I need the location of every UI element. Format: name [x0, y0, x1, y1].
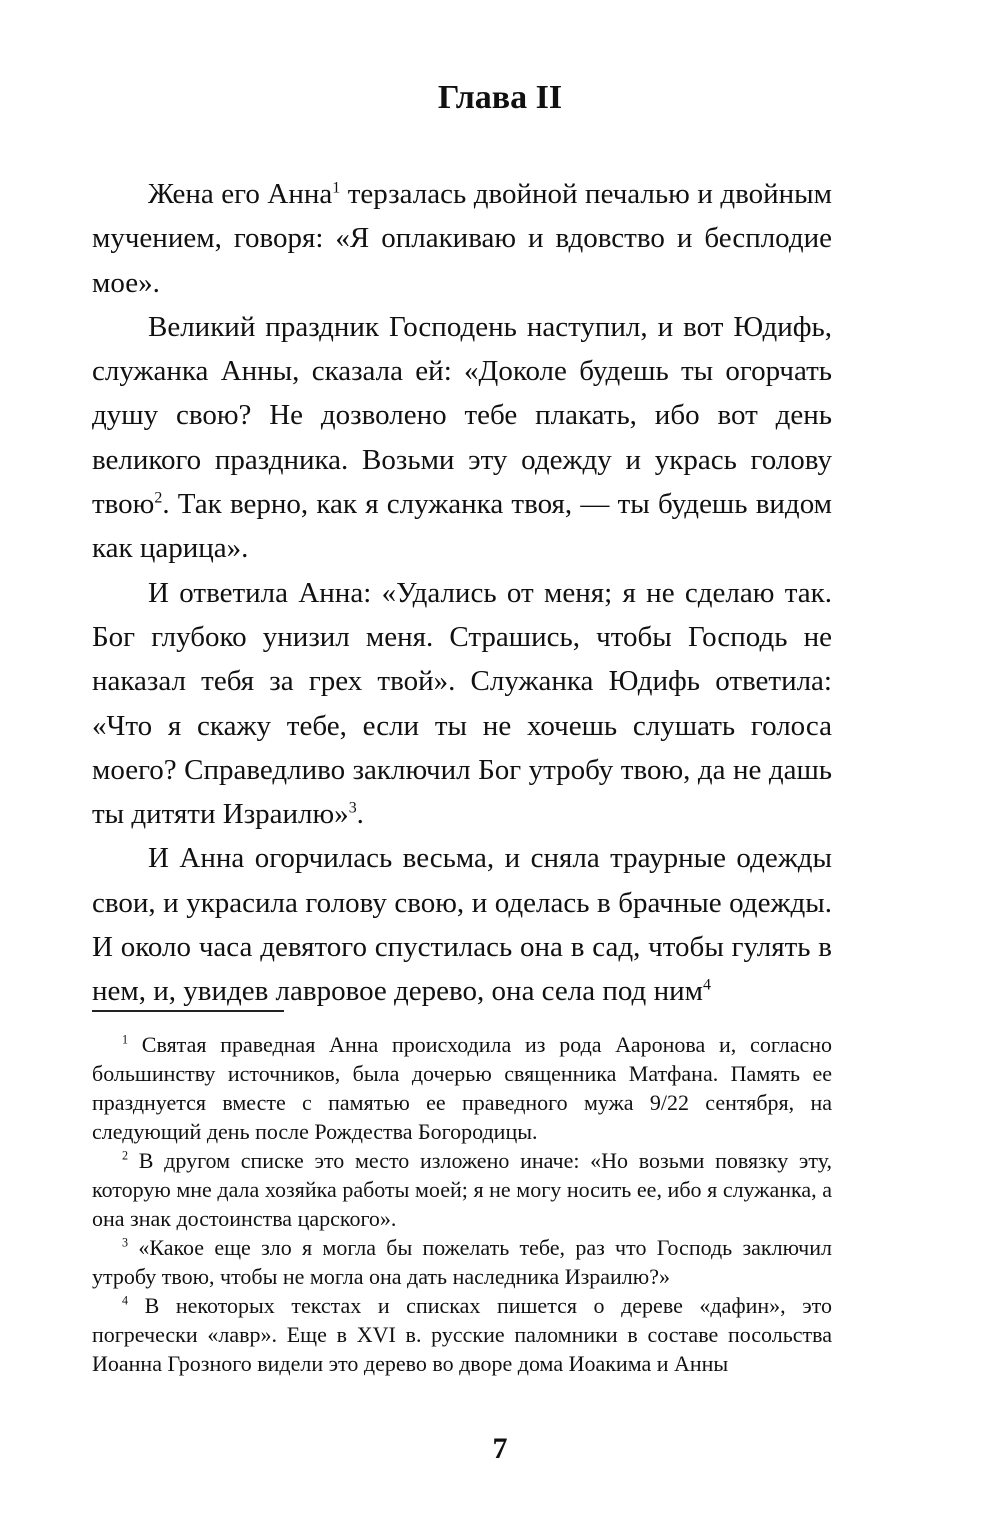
footnote: $^4$ В некоторых текстах и списках пишется о дереве «дафин», это погречески «лавр». Еще в XVI в. русские паломники в составе посольства Иоанна Грозного видели это дерево во дворе дома Иоакима и Анны — [92, 1293, 832, 1376]
footnote: $^1$ Святая праведная Анна происходила из рода Ааронова и, согласно большинству источников, была дочерью священника Матфана. Память ее празднуется вместе с памятью ее праведного мужа 9/22 сентября, на следующий день после Рождества Богородицы. — [92, 1032, 832, 1144]
paragraph: И Анна огорчилась весьма, и сняла траурные одежды свои, и украсила голову свою, и оделась в брачные одежды. И около часа девятого спустилась она в сад, чтобы гулять в нем, и, увидев лавровое дерево, она села под ним$^4$ — [92, 842, 832, 1008]
footnote-number: 1 — [122, 1032, 129, 1047]
footnote-number: 2 — [122, 1148, 129, 1163]
footnote-ref[interactable]: 1 — [332, 179, 341, 197]
footnote-ref[interactable]: 3 — [348, 799, 357, 817]
footnotes — [92, 1030, 832, 1378]
footnote-number: 3 — [122, 1235, 129, 1250]
chapter-title: Глава II — [437, 79, 563, 116]
footnote: $^3$ «Какое еще зло я могла бы пожелать тебе, раз что Господь заключил утробу твою, чтобы не могла она дать наследника Израилю?» — [92, 1235, 832, 1289]
main-text — [92, 172, 832, 1014]
page-number: 7 — [492, 1432, 508, 1465]
paragraph: Великий праздник Господень наступил, и вот Юдифь, служанка Анны, сказала ей: «Доколе будешь ты огорчать душу свою? Не дозволено тебе плакать, ибо вот день великого праздника. Возьми эту одежду и укрась голову твою$^2$. Так верно, как я служанка твоя, — ты будешь видом как царица». — [92, 310, 832, 565]
footnote-ref[interactable]: 2 — [154, 489, 163, 507]
footnote: $^2$ В другом списке это место изложено иначе: «Но возьми повязку эту, которую мне дала хозяйка работы моей; я не могу носить ее, ибо я служанка, а она знак достоинства царского». — [92, 1148, 832, 1231]
footnote-divider — [92, 1010, 284, 1012]
paragraph: И ответила Анна: «Удались от меня; я не сделаю так. Бог глубоко унизил меня. Страшись, чтобы Господь не наказал тебя за грех твой». Служанка Юдифь ответила: «Что я скажу тебе, если ты не хочешь слушать голоса моего? Справедливо заключил Бог утробу твою, да не дашь ты дитяти Израилю»$^3$. — [92, 576, 832, 831]
footnote-number: 4 — [122, 1293, 129, 1308]
footnote-ref[interactable]: 4 — [702, 976, 711, 994]
paragraph: Жена его Анна$^1$ терзалась двойной печалью и двойным мучением, говоря: «Я оплакиваю и вдовство и бесплодие мое». — [92, 178, 833, 299]
